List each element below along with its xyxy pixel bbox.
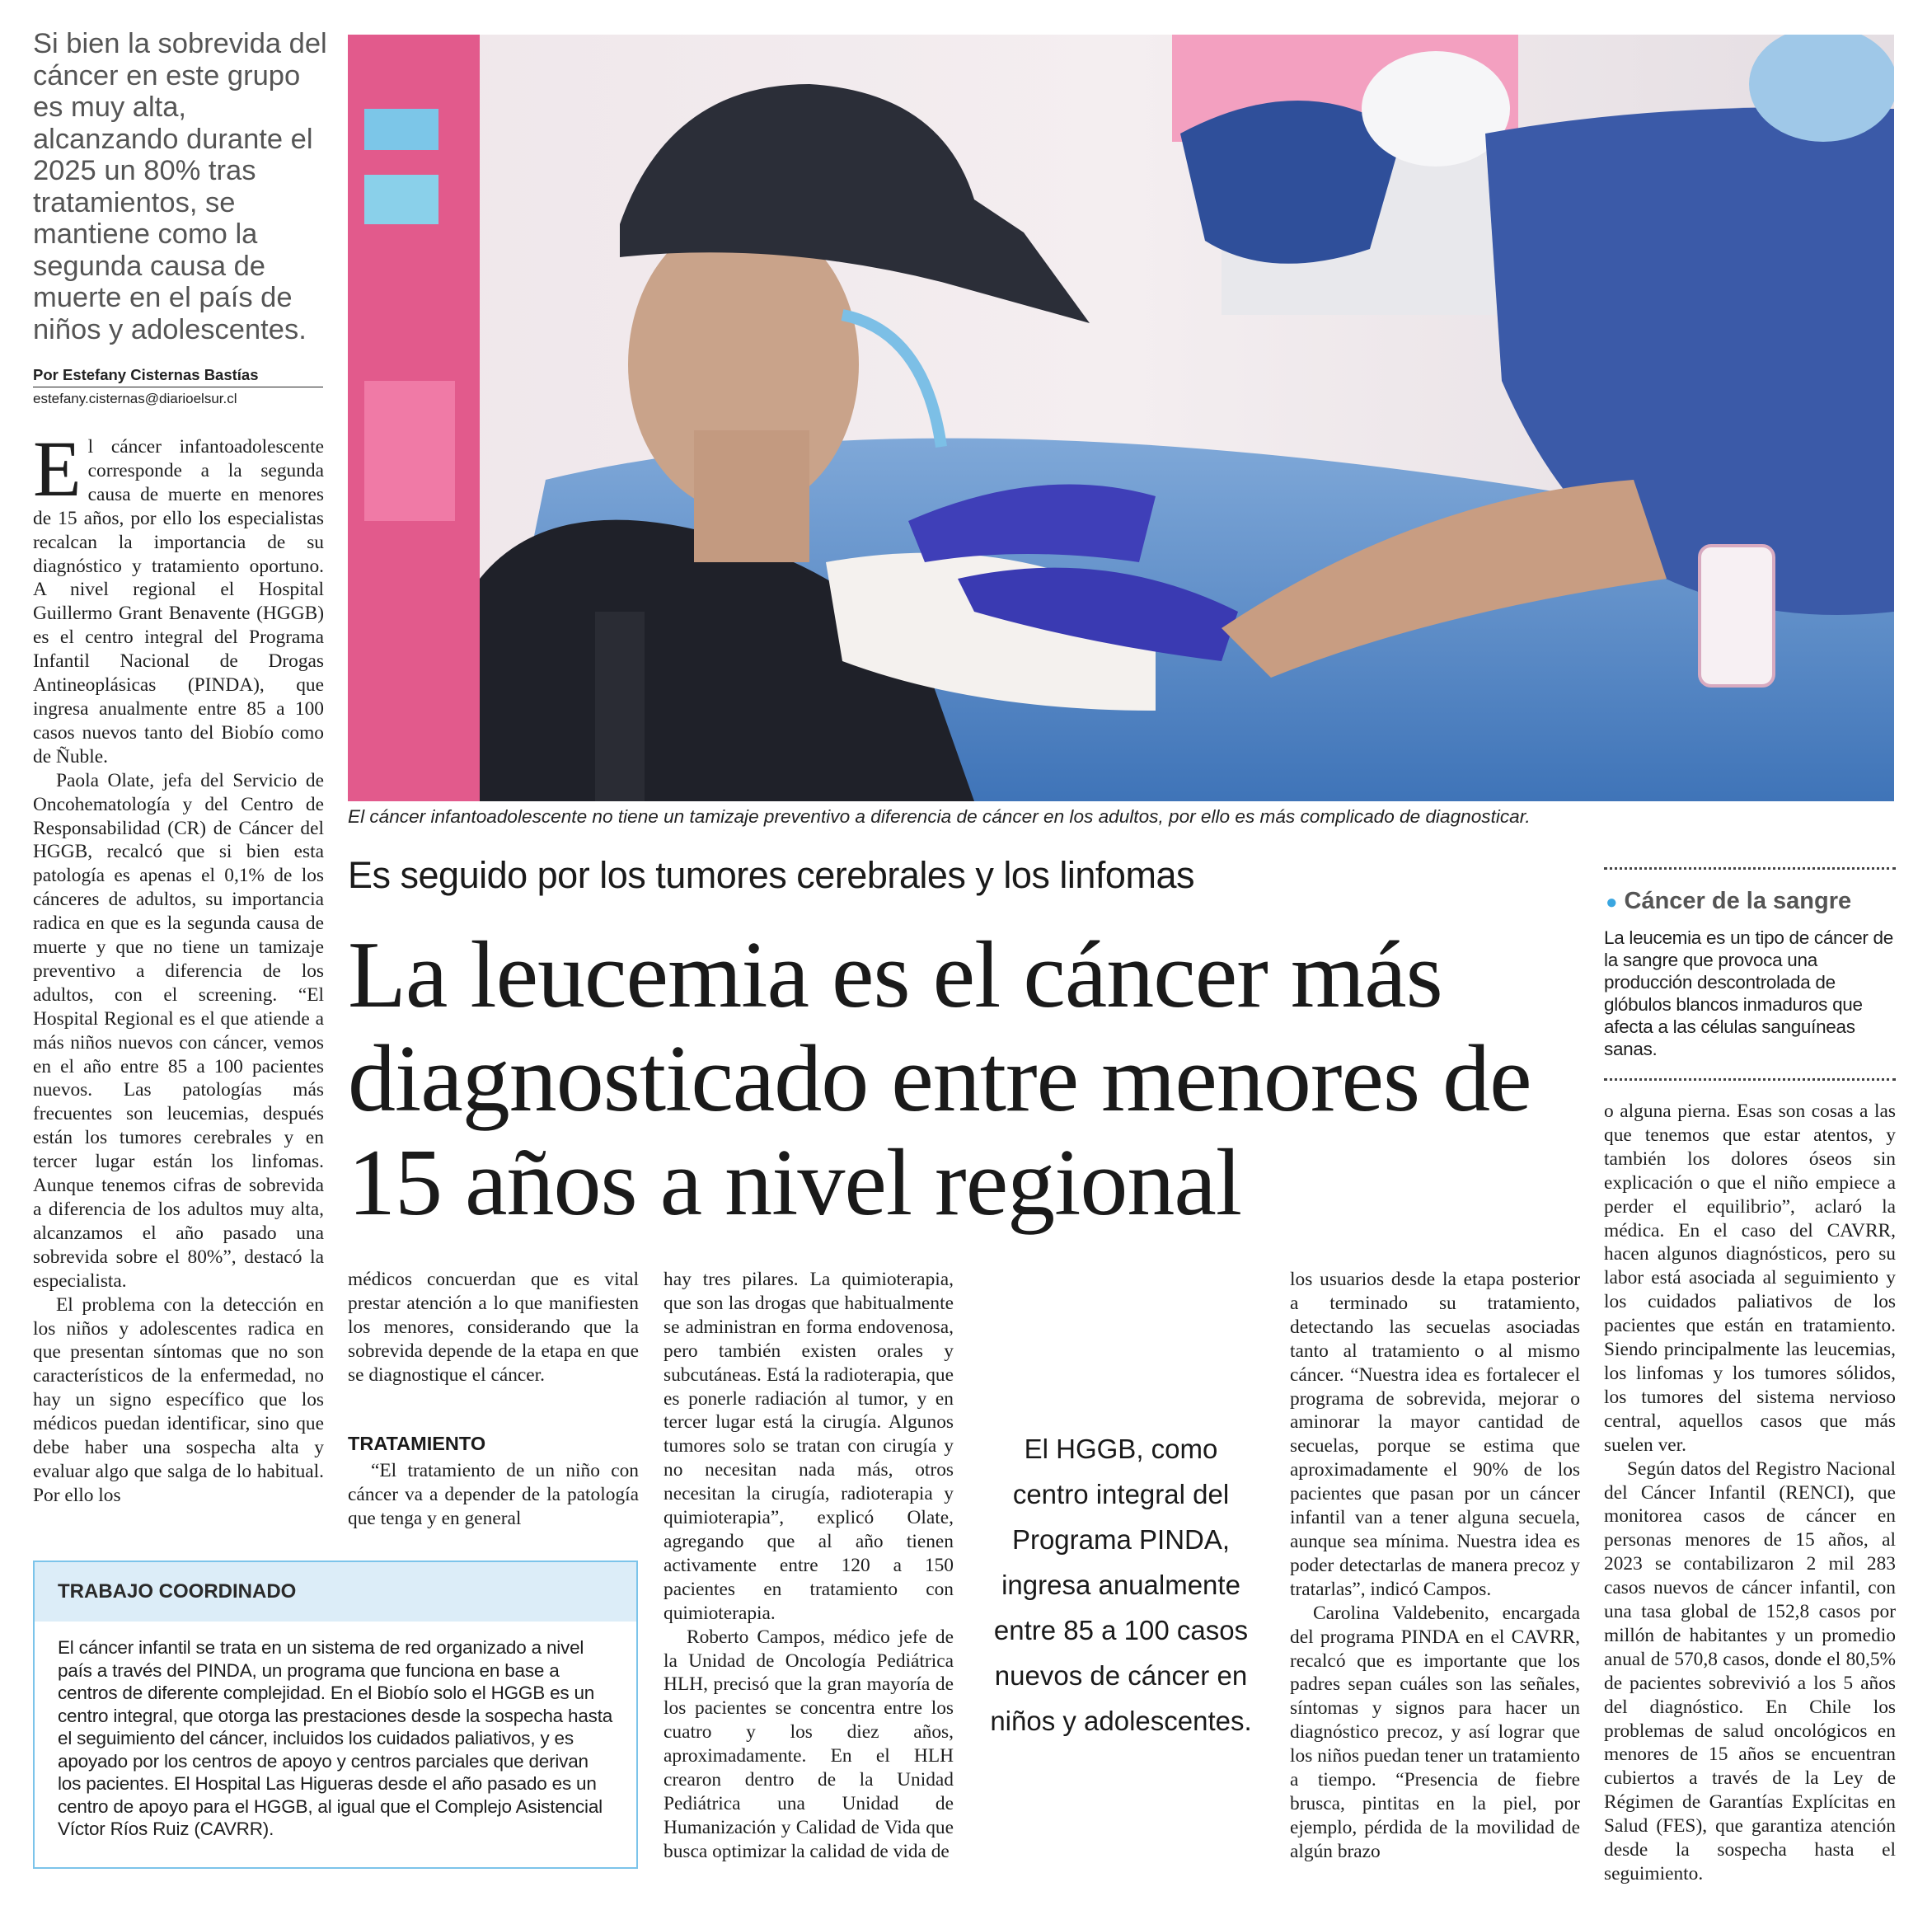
article-column-3 bbox=[664, 1268, 954, 1864]
sidebar-title bbox=[1606, 888, 1896, 915]
article-column-2-continued bbox=[348, 1459, 639, 1531]
sidebar-definition bbox=[1604, 867, 1896, 1081]
article-photo bbox=[348, 35, 1894, 801]
headline: La leucemia es el cáncer más diagnosticado entre menores de 15 años a nivel regional bbox=[348, 922, 1531, 1236]
box-title: TRABAJO COORDINADO bbox=[35, 1562, 636, 1622]
pull-quote: El HGGB, como centro integral del Programa PINDA, ingresa anualmente entre 85 a 100 casos nuevos de cáncer en niños y adolescentes. bbox=[990, 1434, 1252, 1736]
column-4-paragraph-2: Carolina Valdebenito, encargada del programa PINDA en el CAVRR, recalcó que es importante que los padres sepan cuáles son las señales, síntomas y signos para hacer un diagnóstico precoz, y así lograr que los niños puedan tener un tratamiento a tiempo. “Presencia de fiebre brusca, pintitas en la piel, por ejemplo, pérdida de la movilidad de algún brazo bbox=[1290, 1602, 1580, 1862]
subhead-tratamiento: TRATAMIENTO bbox=[348, 1433, 486, 1454]
author-email: estefany.cisternas@diarioelsur.cl bbox=[33, 391, 237, 406]
drop-cap: E bbox=[33, 425, 82, 513]
column-2-paragraph-1: médicos concuerdan que es vital prestar atención a lo que manifiesten los menores, considerando que la sobrevida depende de la etapa en que se diagnostique el cáncer. bbox=[348, 1269, 639, 1386]
article-column-4 bbox=[1290, 1268, 1580, 1864]
sidebar-divider-bottom bbox=[1604, 1078, 1896, 1081]
photo-illustration bbox=[348, 35, 1894, 801]
column-1-paragraph-2: Paola Olate, jefa del Servicio de Oncohematología y del Centro de Responsabilidad (CR) de Cáncer del HGGB, recalcó que si bien esta patología es apenas el 0,1% de los cánceres de adultos, su importancia radica en que es la segunda causa de muerte y que no tiene un tamizaje preventivo a diferencia de los adultos, con el screening. “El Hospital Regional es el que atiende a más niños nuevos con cáncer, vemos en el año entre 85 a 100 pacientes nuevos. Las patologías más frecuentes son leucemias, después están los tumores cerebrales y en tercer lugar están los linfomas. Aunque tenemos cifras de sobrevida a diferencia de los adultos muy alta, alcanzamos el año pasado una sobrevida sobre el 80%”, destacó la especialista. bbox=[33, 769, 324, 1292]
bullet-icon: ● bbox=[1606, 891, 1618, 913]
column-5-paragraph-1: o alguna pierna. Esas son cosas a las que tenemos que estar atentos, y también los dolores óseos sin explicación o que el niño empiece a perder el equilibrio”, aclaró la médica. En el caso del CAVRR, hacen algunos diagnósticos, pero su labor está asociada al seguimiento y los cuidados paliativos de los pacientes que están en tratamiento. Siendo principalmente las leucemias, los linfomas y los tumores sólidos, los tumores del sistema nervioso central, aquellos casos que más suelen ver. bbox=[1604, 1101, 1896, 1456]
sidebar-divider-top bbox=[1604, 867, 1896, 870]
sidebar-title-text: Cáncer de la sangre bbox=[1624, 888, 1852, 914]
sidebar-text: La leucemia es un tipo de cáncer de la sangre que provoca una producción descontrolada de glóbulos blancos inmaduros que afecta a las células sanguíneas sanas. bbox=[1604, 927, 1893, 1059]
column-4-paragraph-1: los usuarios desde la etapa posterior a terminado su tratamiento, detectando las secuelas asociadas tanto al tratamiento o al mismo cáncer. “Nuestra idea es fortalecer el programa de sobrevida, mejorar o aminorar la mayor cantidad de secuelas, porque se estima que aproximadamente el 90% de los pacientes que pasan por un cáncer infantil van a tener alguna secuela, aunque sea mínima. Nuestra idea es poder detectarlas de manera precoz y tratarlas”, indicó Campos. bbox=[1290, 1269, 1580, 1600]
column-1-paragraph-3: El problema con la detección en los niños y adolescentes radica en que presentan síntomas que no son característicos de la enfermedad, no hay un signo específico que los médicos puedan identificar, sino que debe haber una sospecha alta y evaluar algo que salga de lo habitual. Por ello los bbox=[33, 1293, 324, 1506]
sidebar-box-trabajo-coordinado bbox=[33, 1561, 638, 1869]
column-2-paragraph-2: “El tratamiento de un niño con cáncer va a depender de la patología que tenga y en general bbox=[348, 1460, 639, 1529]
column-1-paragraph-1: l cáncer infantoadolescente corresponde a la segunda causa de muerte en menores de 15 años, por ello los especialistas recalcan la importancia de su diagnóstico y tratamiento oportuno. A nivel regional el Hospital Guillermo Grant Benavente (HGGB) es el centro integral del Programa Infantil Nacional de Drogas Antineoplásicas (PINDA), que ingresa anualmente entre 85 a 100 casos nuevos tanto del Biobío como de Ñuble. bbox=[33, 436, 324, 767]
column-5-paragraph-2: Según datos del Registro Nacional del Cáncer Infantil (RENCI), que monitorea casos de cáncer en personas menores de 15 años, al 2023 se contabilizaron 2 mil 283 casos nuevos de cáncer infantil, con una tasa global de 152,8 casos por millón de habitantes y un promedio anual de 570,8 casos, donde el 80,5% de pacientes sobrevivió a los 5 años del diagnóstico. En Chile los problemas de salud oncológicos en menores de 15 años se encuentran cubiertos a través de la Ley de Régimen de Garantías Explícitas en Salud (FES), que garantiza atención desde la sospecha hasta el seguimiento. bbox=[1604, 1457, 1896, 1884]
article-column-1 bbox=[33, 425, 324, 1508]
box-text: El cáncer infantil se trata en un sistema de red organizado a nivel país a través del PINDA, un programa que funciona en base a centros de diferente complejidad. En el Biobío solo el HGGB es un centro integral, que otorga las prestaciones desde la sospecha hasta el seguimiento del cáncer, incluidos los cuidados paliativos, y es apoyado por los centros de apoyo y centros parciales que derivan los pacientes. El Hospital Las Higueras desde el año pasado es un centro de apoyo para el HGGB, al igual que el Complejo Asistencial Víctor Ríos Ruiz (CAVRR). bbox=[58, 1637, 613, 1839]
article-column-5 bbox=[1604, 1100, 1896, 1886]
photo-caption: El cáncer infantoadolescente no tiene un tamizaje preventivo a diferencia de cáncer en los adultos, por ello es más complicado de diagnosticar. bbox=[348, 806, 1531, 827]
column-3-paragraph-1: hay tres pilares. La quimioterapia, que son las drogas que habitualmente se administran en forma endovenosa, pero también existen orales y subcutáneas. Está la radioterapia, que es ponerle radiación al tumor, y en tercer lugar está la cirugía. Algunos tumores solo se tratan con cirugía y no necesitan nada más, otros necesitan la cirugía, radioterapia y quimioterapia”, explicó Olate, agregando que al año tienen activamente entre 120 a 150 pacientes en tratamiento con quimioterapia. bbox=[664, 1269, 954, 1624]
article-lead: Si bien la sobrevida del cáncer en este grupo es muy alta, alcanzando durante el 2025 un 80% tras tratamientos, se mantiene como la segunda causa de muerte en el país de niños y adolescentes. bbox=[33, 28, 327, 345]
column-3-paragraph-2: Roberto Campos, médico jefe de la Unidad de Oncología Pediátrica HLH, precisó que la gran mayoría de los pacientes se concentra entre los cuatro y los diez años, aproximadamente. En el HLH crearon dentro de la Unidad Pediátrica una Unidad de Humanización y Calidad de Vida que busca optimizar la calidad de vida de bbox=[664, 1626, 954, 1862]
article-column-2 bbox=[348, 1268, 639, 1387]
headline-kicker: Es seguido por los tumores cerebrales y los linfomas bbox=[348, 854, 1194, 896]
byline: Por Estefany Cisternas Bastías bbox=[33, 366, 323, 387]
